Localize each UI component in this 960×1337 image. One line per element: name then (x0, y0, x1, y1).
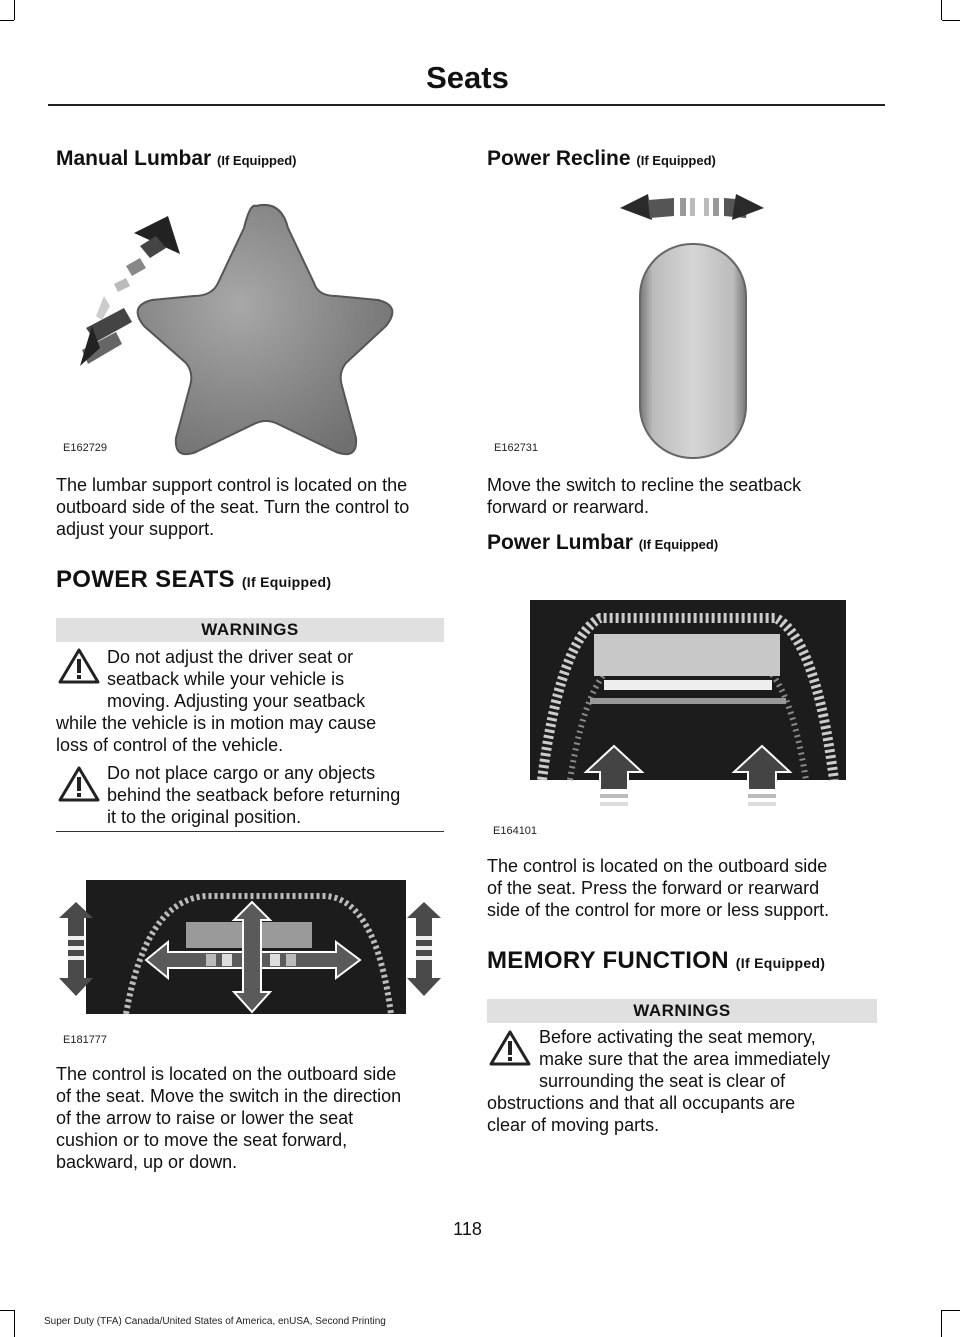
heading-qualifier: (If Equipped) (638, 537, 719, 552)
crop-mark (942, 20, 960, 21)
edition-footer: Super Duty (TFA) Canada/United States of America, enUSA, Second Printing (44, 1316, 386, 1327)
manual-lumbar-figure (56, 188, 448, 460)
page-title: Seats (426, 60, 509, 95)
power-seat-control-figure (56, 880, 446, 1014)
heading-qualifier: (If Equipped) (241, 574, 332, 590)
warning-text-line: Do not adjust the driver seat or (107, 647, 354, 667)
warning-text-line: clear of moving parts. (487, 1115, 660, 1135)
heading-qualifier: (If Equipped) (636, 153, 716, 168)
power-recline-paragraph-line: Move the switch to recline the seatback (487, 475, 802, 495)
figure-code: E162731 (494, 442, 539, 454)
crop-mark (942, 1310, 960, 1311)
power-seats-paragraph-line: backward, up or down. (56, 1152, 238, 1172)
figure-code: E162729 (63, 442, 108, 454)
warning-text-line: while the vehicle is in motion may cause (56, 713, 377, 733)
power-recline-paragraph-line: forward or rearward. (487, 497, 650, 517)
memory-function-heading (487, 947, 825, 975)
manual-lumbar-paragraph: The lumbar support control is located on the outboard side of the seat. Turn the control to adjust your support. (56, 475, 410, 539)
warning-text-line: make sure that the area immediately (539, 1049, 831, 1069)
header-rule (48, 104, 885, 106)
power-recline-heading (487, 147, 716, 171)
power-recline-figure (600, 188, 780, 460)
power-lumbar-paragraph-line: of the seat. Press the forward or rearward (487, 878, 820, 898)
power-seats-paragraph-line: The control is located on the outboard side (56, 1064, 397, 1084)
warning-text-line: it to the original position. (107, 807, 302, 827)
figure-code: E181777 (63, 1034, 108, 1046)
warnings-header: WARNINGS (56, 618, 444, 642)
warning-text-line: Before activating the seat memory, (539, 1027, 816, 1047)
power-lumbar-illustration (530, 600, 846, 810)
heading-text: POWER SEATS (56, 566, 235, 593)
warning-text-line: behind the seatback before returning (107, 785, 401, 805)
crop-mark (14, 0, 15, 20)
power-seats-paragraph-line: of the seat. Move the switch in the direction (56, 1086, 402, 1106)
warning-text-line: Do not place cargo or any objects (107, 763, 376, 783)
crop-mark (941, 0, 942, 20)
power-lumbar-heading (487, 531, 718, 555)
power-lumbar-paragraph-line: The control is located on the outboard side (487, 856, 828, 876)
figure-code: E164101 (493, 825, 538, 837)
heading-text: Manual Lumbar (56, 147, 212, 170)
warning-icon (489, 1030, 531, 1066)
crop-mark (941, 1310, 942, 1337)
warning-text-line: seatback while your vehicle is (107, 669, 345, 689)
heading-qualifier: (If Equipped) (217, 153, 297, 168)
power-lumbar-figure (530, 600, 846, 810)
warning-text-line: moving. Adjusting your seatback (107, 691, 366, 711)
heading-text: MEMORY FUNCTION (487, 947, 729, 974)
power-seats-heading (56, 566, 331, 594)
warning-icon (58, 648, 100, 684)
warning-icon (58, 766, 100, 802)
lumbar-knob-illustration (56, 188, 448, 460)
heading-text: Power Recline (487, 147, 631, 170)
crop-mark (0, 1310, 14, 1311)
recline-switch-illustration (600, 188, 780, 460)
heading-qualifier: (If Equipped) (735, 955, 826, 971)
power-seats-paragraph-line: cushion or to move the seat forward, (56, 1130, 348, 1150)
warning-text-line: surrounding the seat is clear of (539, 1071, 786, 1091)
crop-mark (14, 1310, 15, 1337)
warning-divider (56, 831, 444, 832)
warning-text-line: obstructions and that all occupants are (487, 1093, 796, 1113)
power-lumbar-paragraph-line: side of the control for more or less support. (487, 900, 830, 920)
crop-mark (0, 20, 14, 21)
page-number: 118 (453, 1219, 482, 1239)
heading-text: Power Lumbar (487, 531, 633, 554)
warnings-header: WARNINGS (487, 999, 877, 1023)
power-seats-paragraph-line: of the arrow to raise or lower the seat (56, 1108, 354, 1128)
warning-text-line: loss of control of the vehicle. (56, 735, 284, 755)
power-seat-control-illustration (56, 880, 446, 1014)
manual-lumbar-heading (56, 147, 296, 171)
